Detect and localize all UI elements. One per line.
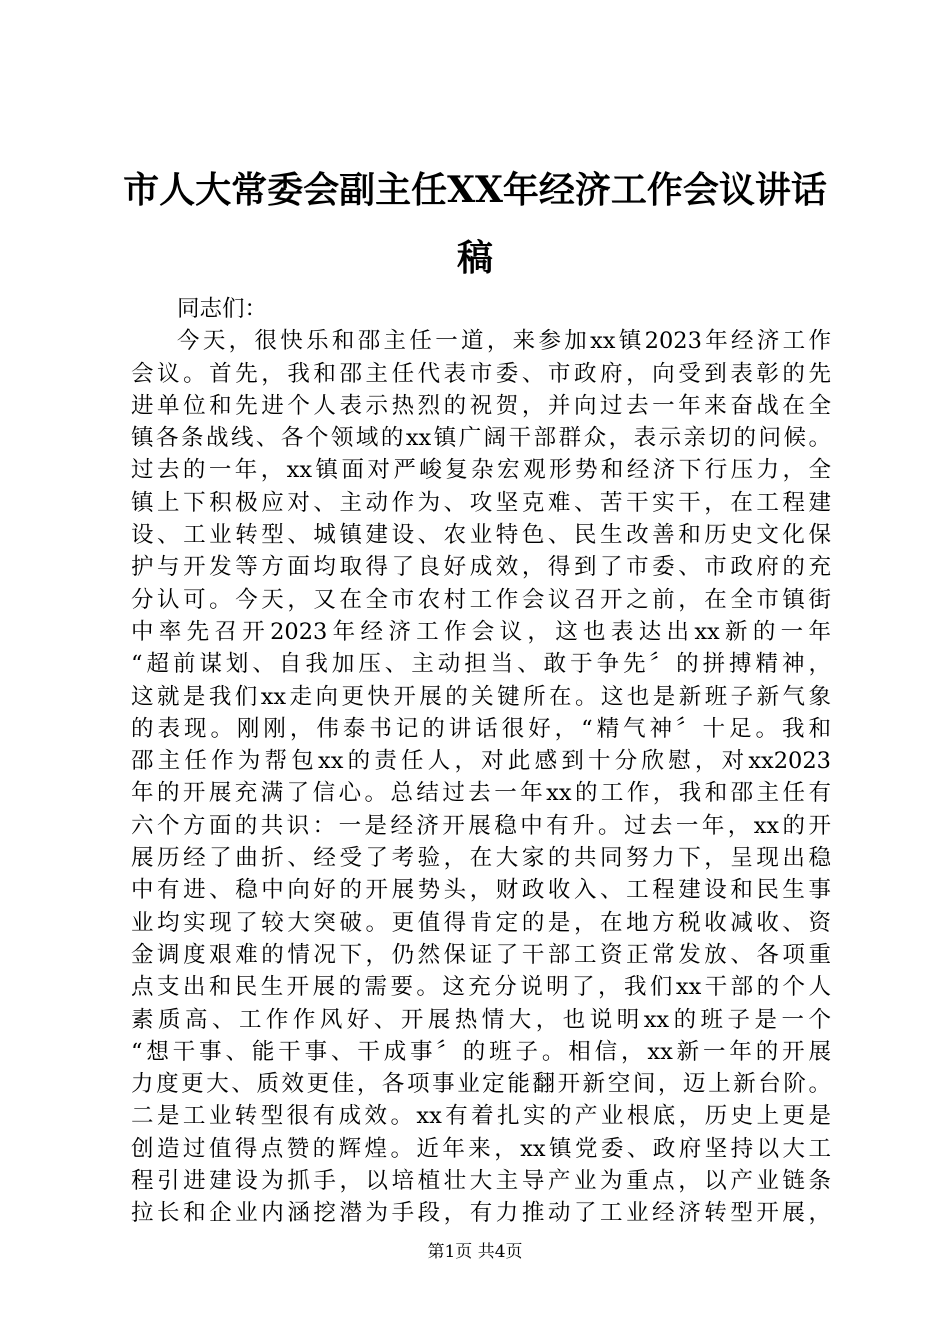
document-title [110,156,840,292]
paragraph-line: 会议。首先，我和邵主任代表市委、市政府，向受到表彰的先 [131,360,831,387]
paragraph-line: 过去的一年，xx镇面对严峻复杂宏观形势和经济下行压力，全 [131,457,831,484]
paragraph-line: 金调度艰难的情况下，仍然保证了干部工资正常发放、各项重 [131,941,831,968]
paragraph-line: 设、工业转型、城镇建设、农业特色、民生改善和历史文化保 [131,522,831,549]
document-body [131,293,831,1230]
paragraph-line: 邵主任作为帮包xx的责任人，对此感到十分欣慰，对xx2023 [131,748,831,775]
paragraph-line: 素质高、工作作风好、开展热情大，也说明xx的班子是一个 [131,1006,831,1033]
paragraph-line: 业均实现了较大突破。更值得肯定的是，在地方税收减收、资 [131,909,831,936]
paragraph-line: 镇上下积极应对、主动作为、攻坚克难、苦干实干，在工程建 [131,489,831,516]
paragraph-line: 程引进建设为抓手，以培植壮大主导产业为重点，以产业链条 [131,1168,831,1195]
paragraph-line: 这就是我们xx走向更快开展的关键所在。这也是新班子新气象 [131,683,831,710]
paragraph-line: “超前谋划、自我加压、主动担当、敢于争先〞的拼搏精神， [131,651,831,678]
title-line-1: 市人大常委会副主任XX年经济工作会议讲话 [123,169,827,211]
paragraph-line: 中率先召开2023年经济工作会议，这也表达出xx新的一年 [131,618,831,645]
paragraph-line: 进单位和先进个人表示热烈的祝贺，并向过去一年来奋战在全 [131,392,831,419]
title-line-2: 稿 [456,237,493,279]
paragraph-line: 力度更大、质效更佳，各项事业定能翻开新空间，迈上新台阶。 [131,1071,831,1098]
paragraph-line: 今天，很快乐和邵主任一道，来参加xx镇2023年经济工作 [177,328,831,355]
page-footer: 第1页 共4页 [427,1242,523,1262]
paragraph-line: 拉长和企业内涵挖潜为手段，有力推动了工业经济转型开展， [131,1200,831,1227]
paragraph-line: 年的开展充满了信心。总结过去一年xx的工作，我和邵主任有 [131,780,831,807]
paragraph-line: 六个方面的共识：一是经济开展稳中有升。过去一年，xx的开 [131,812,831,839]
paragraph-line: 的表现。刚刚，伟泰书记的讲话很好，“精气神〞十足。我和 [131,715,831,742]
paragraph-line: 二是工业转型很有成效。xx有着扎实的产业根底，历史上更是 [131,1103,831,1130]
salutation: 同志们： [177,296,268,322]
paragraph-line: 分认可。今天，又在全市农村工作会议召开之前，在全市镇街 [131,586,831,613]
paragraph-line: 创造过值得点赞的辉煌。近年来，xx镇党委、政府坚持以大工 [131,1135,831,1162]
paragraph-line: 展历经了曲折、经受了考验，在大家的共同努力下，呈现出稳 [131,845,831,872]
paragraph-line: 点支出和民生开展的需要。这充分说明了，我们xx干部的个人 [131,974,831,1001]
paragraph-line: 护与开发等方面均取得了良好成效，得到了市委、市政府的充 [131,554,831,581]
paragraph-line: 镇各条战线、各个领域的xx镇广阔干部群众，表示亲切的问候。 [131,425,831,452]
paragraph-line: “想干事、能干事、干成事〞的班子。相信，xx新一年的开展 [131,1038,831,1065]
paragraph-line: 中有进、稳中向好的开展势头，财政收入、工程建设和民生事 [131,877,831,904]
